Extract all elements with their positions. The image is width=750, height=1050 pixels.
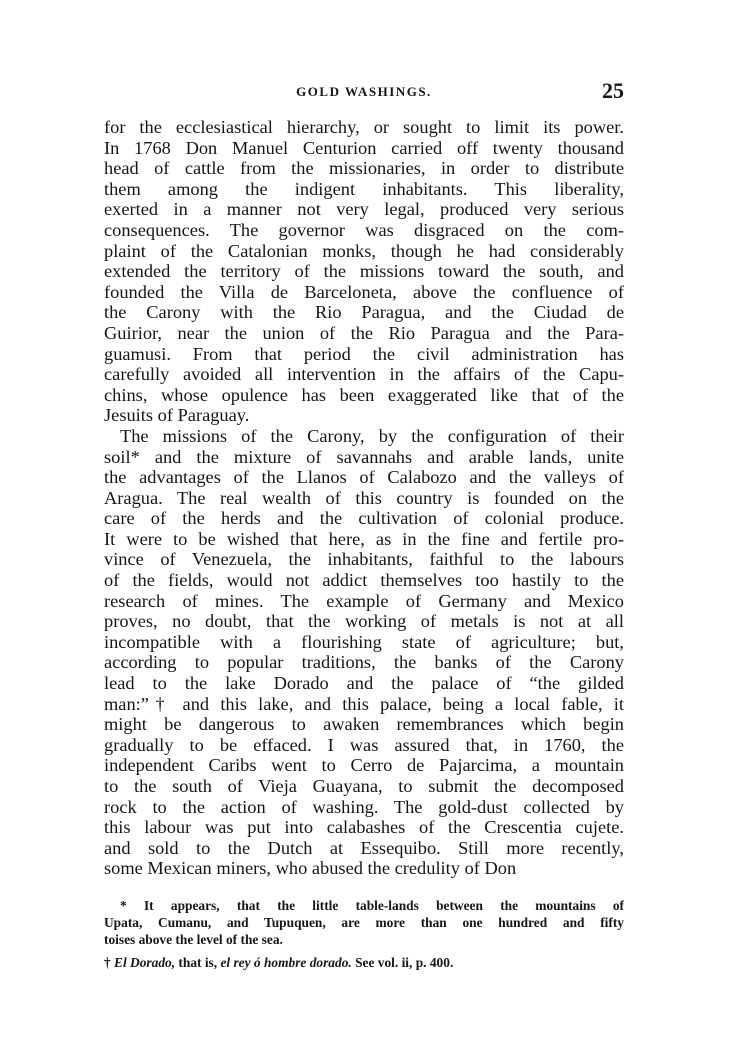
footnote-2-line (104, 954, 624, 971)
footnote-1-line: * It appears, that the little table-lands between the mountains of (120, 898, 624, 913)
body-line: independent Caribs went to Cerro de Pajarcima, a mountain (104, 755, 624, 776)
body-line: Aragua. The real wealth of this country is founded on the (104, 487, 624, 508)
body-line: to the south of Vieja Guayana, to submit the decomposed (104, 776, 624, 796)
footnote-2-italic-1: El Dorado, (114, 955, 176, 970)
body-line: vince of Venezuela, the inhabitants, faithful to the labours (104, 549, 624, 570)
body-line: head of cattle from the missionaries, in order to distribute (104, 158, 624, 179)
body-line: incompatible with a flourishing state of agriculture; but, (104, 631, 624, 652)
body-line: gradually to be effaced. I was assured that, in 1760, the (104, 734, 624, 755)
running-head (104, 78, 624, 104)
body-line: carefully avoided all intervention in the affairs of the Capu- (104, 364, 624, 385)
body-line: guamusi. From that period the civil administration has (104, 343, 624, 364)
body-line: exerted in a manner not very legal, produced very serious (104, 199, 624, 220)
body-line: the advantages of the Llanos of Calabozo and the valleys of (104, 467, 624, 488)
body-line: founded the Villa de Barceloneta, above the confluence of (104, 281, 624, 302)
running-title: GOLD WASHINGS. (296, 84, 432, 99)
footnote-2 (104, 954, 624, 971)
footnote-1-line: toises above the level of the sea. (104, 932, 283, 947)
footnote-1 (104, 897, 624, 948)
body-line: extended the territory of the missions toward the south, and (104, 261, 624, 282)
body-line: and sold to the Dutch at Essequibo. Still more recently, (104, 837, 624, 858)
page-number: 25 (602, 78, 624, 103)
body-line: care of the herds and the cultivation of colonial produce. (104, 508, 624, 529)
body-text (104, 117, 624, 879)
footnote-2-text-2: See vol. ii, p. 400. (351, 955, 454, 970)
body-line: might be dangerous to awaken remembrances which begin (104, 714, 624, 735)
body-line: research of mines. The example of Germany and Mexico (104, 590, 624, 611)
body-line: It were to be wished that here, as in the fine and fertile pro- (104, 528, 624, 549)
body-line: soil* and the mixture of savannahs and arable lands, unite (104, 446, 624, 467)
footnote-2-italic-2: el rey ó hombre dorado. (220, 955, 352, 970)
body-line: rock to the action of washing. The gold-dust collected by (104, 796, 624, 817)
body-line: according to popular traditions, the banks of the Carony (104, 652, 624, 673)
body-line: for the ecclesiastical hierarchy, or sought to limit its power. (104, 117, 624, 137)
body-line: this labour was put into calabashes of the Crescentia cujete. (104, 817, 624, 838)
body-line: them among the indigent inhabitants. This liberality, (104, 178, 624, 199)
body-line: plaint of the Catalonian monks, though he had considerably (104, 240, 624, 261)
body-line: of the fields, would not addict themselves too hastily to the (104, 570, 624, 591)
body-line: man:”† and this lake, and this palace, being a local fable, it (104, 693, 624, 714)
footnote-2-text-1: that is, (175, 955, 221, 970)
body-line: consequences. The governor was disgraced on the com- (104, 219, 624, 240)
body-line: the Carony with the Rio Paragua, and the Ciudad de (104, 302, 624, 323)
body-line: Guirior, near the union of the Rio Paragua and the Para- (104, 322, 624, 343)
footnote-1-line: Upata, Cumanu, and Tupuquen, are more than one hundred and fifty (104, 915, 624, 930)
footnotes (104, 897, 624, 971)
body-line: chins, whose opulence has been exaggerated like that of the (104, 384, 624, 405)
body-line: In 1768 Don Manuel Centurion carried off twenty thousand (104, 137, 624, 158)
body-line: some Mexican miners, who abused the credulity of Don (104, 858, 517, 879)
dagger-mark: † (104, 955, 115, 970)
body-line: proves, no doubt, that the working of metals is not at all (104, 611, 624, 632)
body-line: lead to the lake Dorado and the palace of “the gilded (104, 673, 624, 694)
body-line: The missions of the Carony, by the configuration of their (120, 425, 624, 446)
body-line: Jesuits of Paraguay. (104, 405, 250, 426)
